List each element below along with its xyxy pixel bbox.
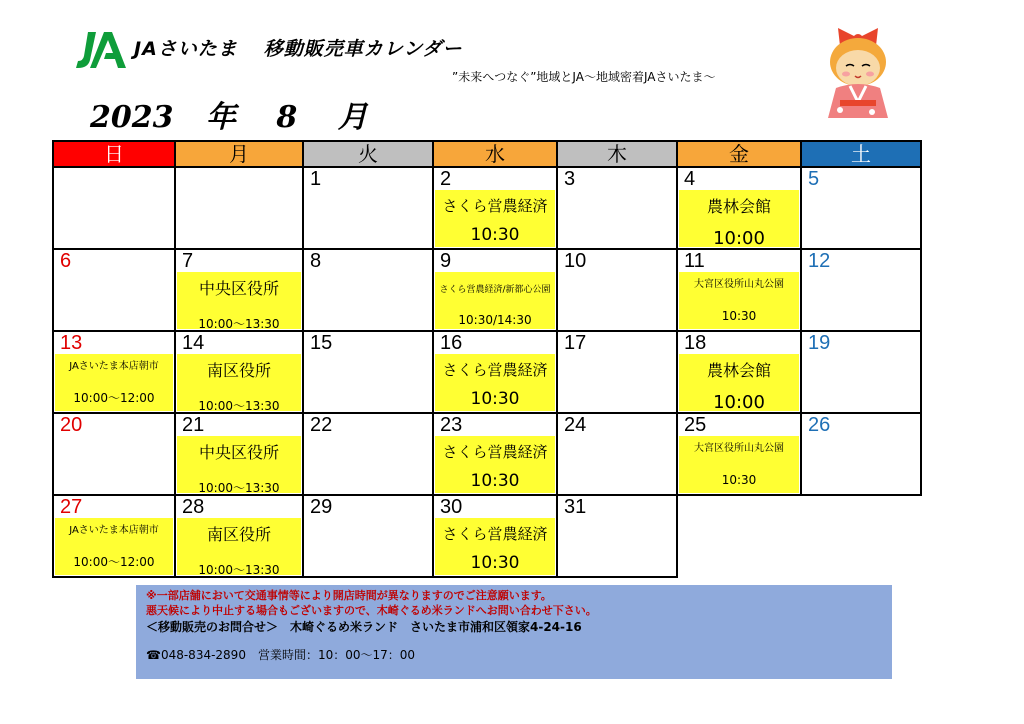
day-number: 22 bbox=[310, 414, 333, 436]
event-time: 10:00～12:00 bbox=[73, 555, 155, 569]
day-cell bbox=[801, 167, 921, 249]
day-cell bbox=[557, 249, 677, 331]
event-time: 10:30 bbox=[721, 473, 757, 487]
event-time: 10:00 bbox=[713, 392, 765, 413]
mascot-illustration bbox=[810, 24, 906, 120]
phone-hours: ☎048-834-2890 営業時間：10：00～17：00 bbox=[146, 648, 416, 662]
day-number: 16 bbox=[440, 332, 463, 354]
event-time: 10:00～13:30 bbox=[198, 399, 280, 413]
sales-event bbox=[55, 518, 173, 575]
day-cell bbox=[53, 413, 175, 495]
empty-cell bbox=[801, 495, 921, 577]
brand-name: JAさいたま bbox=[134, 38, 238, 60]
event-location: JAさいたま本店朝市 bbox=[69, 525, 159, 536]
event-location: さくら営農経済 bbox=[442, 197, 548, 215]
sales-event bbox=[177, 436, 301, 493]
weekday-header-sat: 土 bbox=[801, 141, 921, 167]
event-time: 10:30/14:30 bbox=[458, 313, 532, 327]
day-cell bbox=[557, 167, 677, 249]
day-cell bbox=[433, 249, 557, 331]
event-time: 10:00～12:00 bbox=[73, 391, 155, 405]
day-number: 11 bbox=[684, 250, 705, 272]
weekday-header-row bbox=[53, 141, 921, 167]
day-number: 3 bbox=[564, 168, 576, 190]
day-cell bbox=[175, 495, 303, 577]
year-value: 2023 bbox=[90, 100, 174, 135]
day-cell bbox=[801, 413, 921, 495]
sales-event bbox=[177, 518, 301, 575]
notice-line-2: 悪天候により中止する場合もございますので、木崎ぐるめ米ランドへお問い合わせ下さい。 bbox=[146, 604, 597, 617]
event-time: 10:30 bbox=[470, 225, 520, 245]
day-number: 13 bbox=[60, 332, 83, 354]
day-number: 6 bbox=[60, 250, 72, 272]
day-number: 23 bbox=[440, 414, 463, 436]
event-location: 南区役所 bbox=[206, 525, 271, 544]
day-number: 12 bbox=[808, 250, 831, 272]
event-location: さくら営農経済 bbox=[442, 443, 548, 461]
week-row bbox=[53, 495, 921, 577]
week-row bbox=[53, 413, 921, 495]
day-number: 18 bbox=[684, 332, 707, 354]
empty-cell bbox=[677, 495, 801, 577]
day-number: 9 bbox=[440, 250, 452, 272]
sales-event bbox=[435, 436, 555, 493]
day-number: 20 bbox=[60, 414, 83, 436]
event-location: 南区役所 bbox=[206, 361, 271, 380]
day-number: 28 bbox=[182, 496, 205, 518]
event-location: 大宮区役所山丸公園 bbox=[694, 279, 784, 290]
contact-info: ＜移動販売のお問合せ＞ 木崎ぐるめ米ランド さいたま市浦和区領家4-24-16 bbox=[146, 620, 582, 634]
year-unit: 年 bbox=[205, 100, 236, 135]
day-cell bbox=[53, 167, 175, 249]
day-number: 19 bbox=[808, 332, 831, 354]
day-cell bbox=[303, 167, 433, 249]
event-time: 10:30 bbox=[721, 309, 757, 323]
day-cell bbox=[303, 249, 433, 331]
day-cell bbox=[433, 331, 557, 413]
sales-event bbox=[55, 354, 173, 411]
day-cell bbox=[175, 167, 303, 249]
calendar-title: 移動販売車カレンダー bbox=[263, 38, 463, 60]
day-number: 21 bbox=[182, 414, 205, 436]
day-cell bbox=[677, 249, 801, 331]
day-cell bbox=[53, 331, 175, 413]
week-row bbox=[53, 331, 921, 413]
sales-event bbox=[679, 436, 799, 493]
day-cell bbox=[433, 413, 557, 495]
event-location: さくら営農経済 bbox=[442, 525, 548, 543]
notice-box bbox=[136, 585, 892, 679]
weekday-header-fri: 金 bbox=[677, 141, 801, 167]
day-number: 26 bbox=[808, 414, 831, 436]
day-number: 8 bbox=[310, 250, 322, 272]
day-cell bbox=[175, 413, 303, 495]
day-number: 1 bbox=[310, 168, 322, 190]
day-cell bbox=[677, 413, 801, 495]
event-location: JAさいたま本店朝市 bbox=[69, 361, 159, 372]
day-cell bbox=[801, 249, 921, 331]
day-number: 25 bbox=[684, 414, 707, 436]
event-time: 10:30 bbox=[470, 553, 520, 573]
day-number: 17 bbox=[564, 332, 587, 354]
day-cell bbox=[557, 413, 677, 495]
day-cell bbox=[677, 167, 801, 249]
weekday-header-tue: 火 bbox=[303, 141, 433, 167]
weekday-header-thu: 木 bbox=[557, 141, 677, 167]
day-number: 2 bbox=[440, 168, 452, 190]
day-cell bbox=[557, 331, 677, 413]
year-month-title bbox=[90, 92, 368, 136]
sales-event bbox=[435, 272, 555, 329]
week-row bbox=[53, 249, 921, 331]
event-time: 10:30 bbox=[470, 389, 520, 409]
day-cell bbox=[801, 331, 921, 413]
day-cell bbox=[677, 331, 801, 413]
event-location: 中央区役所 bbox=[198, 279, 279, 298]
day-number: 5 bbox=[808, 168, 820, 190]
notice-line-1: ※一部店舗において交通事情等により開店時間が異なりますのでご注意願います。 bbox=[146, 589, 552, 602]
event-location: さくら営農経済 bbox=[442, 361, 548, 379]
sales-event bbox=[435, 190, 555, 247]
event-time: 10:30 bbox=[470, 471, 520, 491]
event-location: さくら営農経済/新都心公園 bbox=[439, 285, 551, 295]
day-number: 29 bbox=[310, 496, 333, 518]
day-number: 4 bbox=[684, 168, 696, 190]
event-location: 農林会館 bbox=[706, 197, 771, 216]
event-location: 大宮区役所山丸公園 bbox=[694, 443, 784, 454]
weekday-header-wed: 水 bbox=[433, 141, 557, 167]
weekday-header-sun: 日 bbox=[53, 141, 175, 167]
slogan: ”未来へつなぐ”地域とJA～地域密着JAさいたま～ bbox=[452, 70, 716, 84]
event-location: 中央区役所 bbox=[198, 443, 279, 462]
day-number: 24 bbox=[564, 414, 587, 436]
event-time: 10:00～13:30 bbox=[198, 481, 280, 495]
sales-event bbox=[679, 272, 799, 329]
event-time: 10:00 bbox=[713, 228, 765, 249]
ja-logo-icon bbox=[74, 30, 130, 70]
event-time: 10:00～13:30 bbox=[198, 317, 280, 331]
sales-event bbox=[177, 354, 301, 411]
header-title bbox=[134, 34, 463, 61]
day-number: 14 bbox=[182, 332, 205, 354]
calendar-grid bbox=[52, 140, 922, 578]
day-number: 10 bbox=[564, 250, 587, 272]
sales-event bbox=[435, 518, 555, 575]
day-number: 30 bbox=[440, 496, 463, 518]
week-row bbox=[53, 167, 921, 249]
sales-event bbox=[679, 190, 799, 247]
day-cell bbox=[303, 413, 433, 495]
day-cell bbox=[175, 331, 303, 413]
day-number: 15 bbox=[310, 332, 333, 354]
day-cell bbox=[433, 167, 557, 249]
day-cell bbox=[53, 249, 175, 331]
day-cell bbox=[303, 331, 433, 413]
day-cell bbox=[433, 495, 557, 577]
day-cell bbox=[303, 495, 433, 577]
day-cell bbox=[53, 495, 175, 577]
day-number: 7 bbox=[182, 250, 194, 272]
month-value: 8 bbox=[276, 100, 298, 135]
day-number: 31 bbox=[564, 496, 587, 518]
event-time: 10:00～13:30 bbox=[198, 563, 280, 577]
sales-event bbox=[679, 354, 799, 411]
sales-event bbox=[435, 354, 555, 411]
day-cell bbox=[557, 495, 677, 577]
sales-event bbox=[177, 272, 301, 329]
day-cell bbox=[175, 249, 303, 331]
event-location: 農林会館 bbox=[706, 361, 771, 380]
month-unit: 月 bbox=[337, 100, 368, 135]
day-number: 27 bbox=[60, 496, 83, 518]
weekday-header-mon: 月 bbox=[175, 141, 303, 167]
